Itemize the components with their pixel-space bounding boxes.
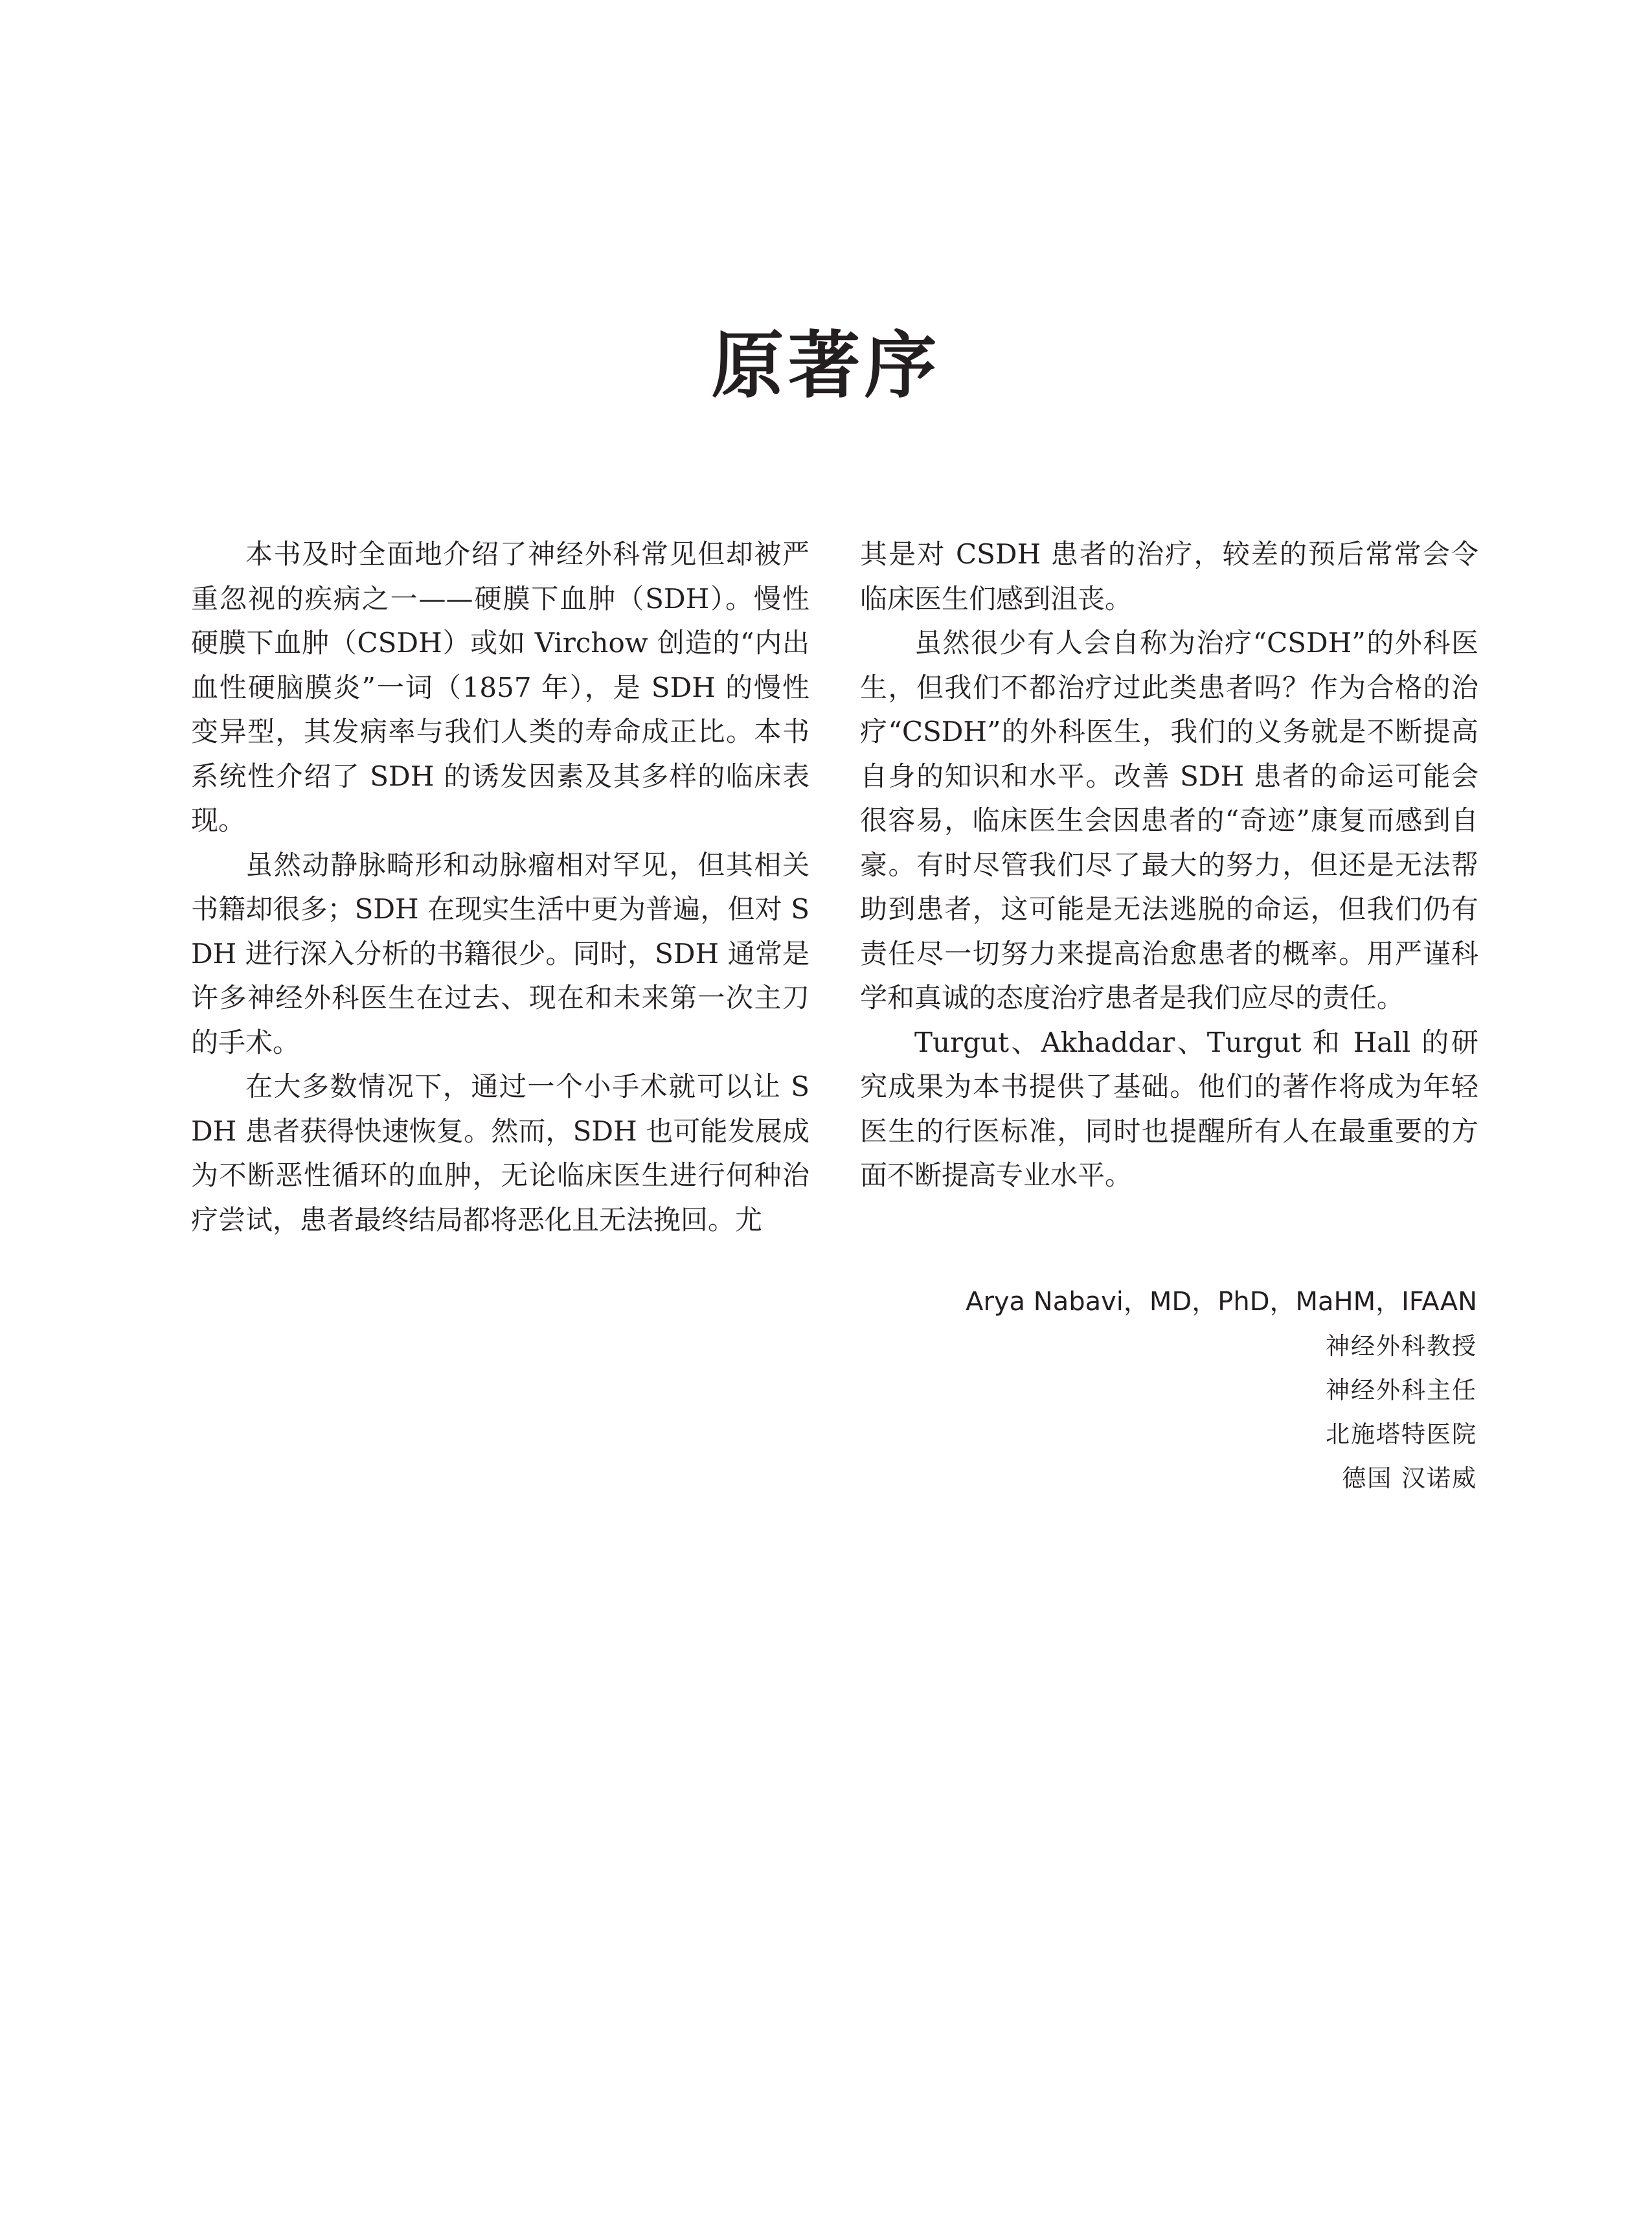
paragraph: 本书及时全面地介绍了神经外科常见但却被严重忽视的疾病之一——硬膜下血肿（SDH）。慢性硬膜下血肿（CSDH）或如 Virchow 创造的“内出血性硬脑膜炎”一词（1857 年），是 SDH 的慢性变异型，其发病率与我们人类的寿命成正比。本书系统性介绍了 SDH 的诱发因素及其多样的临床表现。 [191,538,809,836]
paragraph: 在大多数情况下，通过一个小手术就可以让 SDH 患者获得快速恢复。然而，SDH 也可能发展成为不断恶性循环的血肿，无论临床医生进行何种治疗尝试，患者最终结局都将恶化且无法挽回。尤 [191,1071,809,1236]
author-location: 德国 汉诺威 [1342,1464,1477,1492]
paragraph: 虽然动静脉畸形和动脉瘤相对罕见，但其相关书籍却很多；SDH 在现实生活中更为普遍，但对 SDH 进行深入分析的书籍很少。同时，SDH 通常是许多神经外科医生在过去、现在和未来第一次主刀的手术。 [191,848,809,1058]
left-column [191,532,809,1242]
author-position: 神经外科主任 [1326,1376,1477,1404]
author-name: Arya Nabavi，MD，PhD，MaHM，IFAAN [966,1287,1477,1317]
signature-block [966,1279,1477,1501]
paragraph-continued: 其是对 CSDH 患者的治疗，较差的预后常常会令临床医生们感到沮丧。 [860,538,1478,615]
paragraph: 虽然很少有人会自称为治疗“CSDH”的外科医生，但我们不都治疗过此类患者吗？作为合格的治疗“CSDH”的外科医生，我们的义务就是不断提高自身的知识和水平。改善 SDH 患者的命运可能会很容易，临床医生会因患者的“奇迹”康复而感到自豪。有时尽管我们尽了最大的努力，但还是无法帮助到患者，这可能是无法逃脱的命运，但我们仍有责任尽一切努力来提高治愈患者的概率。用严谨科学和真诚的态度治疗患者是我们应尽的责任。 [860,627,1478,1014]
right-column [860,532,1478,1198]
author-title: 神经外科教授 [1326,1332,1477,1360]
author-hospital: 北施塔特医院 [1326,1420,1477,1448]
paragraph: Turgut、Akhaddar、Turgut 和 Hall 的研究成果为本书提供了基础。他们的著作将成为年轻医生的行医标准，同时也提醒所有人在最重要的方面不断提高专业水平。 [860,1026,1478,1191]
page-title: 原著序 [711,323,941,408]
